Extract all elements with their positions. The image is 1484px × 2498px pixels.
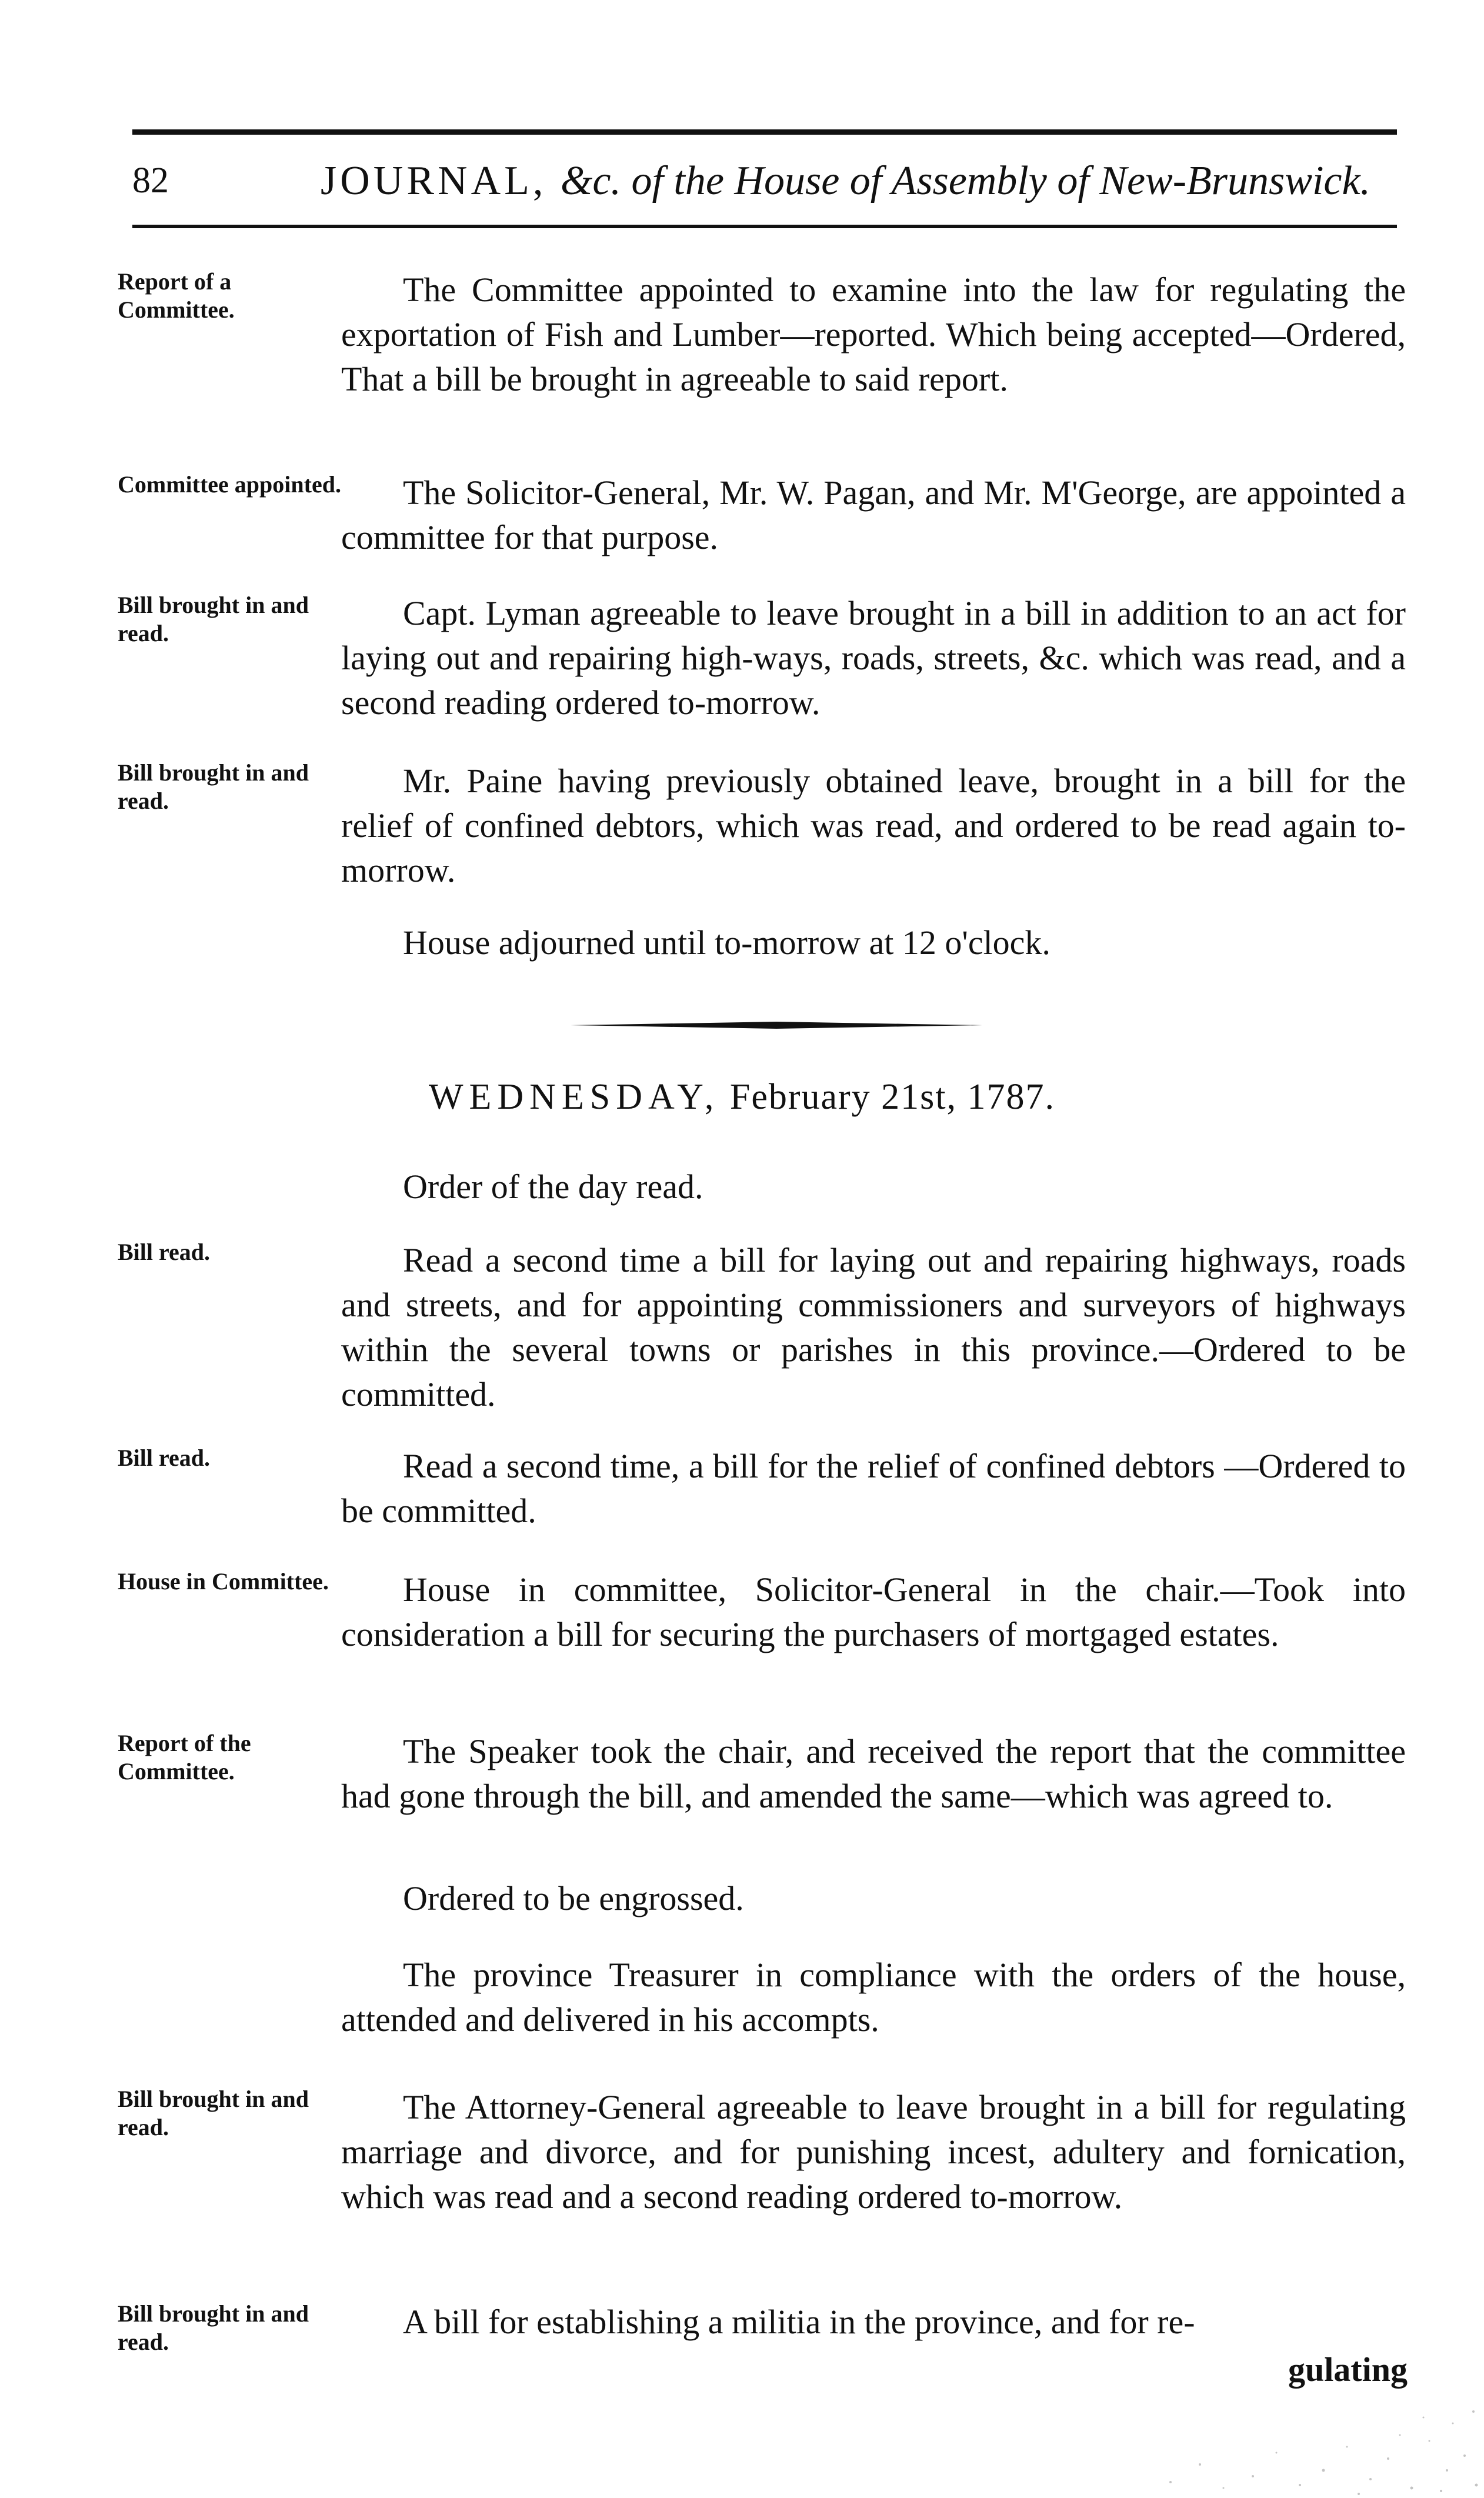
margin-note: Bill brought in and read.: [118, 759, 309, 814]
day-heading-day: WEDNESDAY,: [428, 1077, 720, 1117]
running-title-italic: of the House of Assembly of New-Brunswick.: [621, 158, 1371, 204]
margin-note: Bill read.: [118, 1239, 211, 1265]
day-heading: [0, 1076, 1484, 1118]
header-top-rule: [132, 129, 1397, 135]
margin-note: Bill brought in and read.: [118, 592, 309, 646]
scan-noise: [1147, 2376, 1484, 2498]
entry-text: The Solicitor-General, Mr. W. Pagan, and Mr. M'George, are appointed a committee for that purpose.: [341, 473, 1406, 556]
entry-text: The Attorney-General agreeable to leave brought in a bill for regulating marriage and divorce, and for punishing incest, adultery and fornication, which was read and a second reading ordered to-morrow.: [341, 2088, 1406, 2216]
margin-note: Bill brought in and read.: [118, 2300, 309, 2355]
margin-note: Report of the Committee.: [118, 1730, 251, 1785]
entry-text: Read a second time a bill for laying out and repairing highways, roads and streets, and for appointing commissioners and surveyors of highways within the several towns or parishes in this province.—Ordered to be committed.: [341, 1241, 1406, 1413]
running-title-caps: JOURNAL,: [321, 158, 561, 204]
entry-text: Read a second time, a bill for the relief of confined debtors —Ordered to be committed.: [341, 1447, 1406, 1530]
entry-text: House in committee, Solicitor-General in the chair.—Took into consideration a bill for securing the purchasers of mortgaged estates.: [341, 1570, 1406, 1653]
margin-note: House in Committee.: [118, 1568, 329, 1595]
entry-text: The province Treasurer in compliance with the orders of the house, attended and delivered in his accompts.: [341, 1956, 1406, 2039]
entry-text: The Committee appointed to examine into the law for regulating the exportation of Fish and Lumber—reported. Which being accepted—Ordered, That a bill be brought in agreeable to said report.: [341, 271, 1406, 398]
divider-rule: [571, 1022, 982, 1029]
margin-note: Committee appointed.: [118, 471, 341, 498]
running-header: [132, 147, 1397, 218]
margin-note: Bill read.: [118, 1445, 211, 1471]
running-title-etc: &c.: [560, 158, 621, 204]
margin-note: Bill brought in and read.: [118, 2086, 309, 2140]
page-number: 82: [132, 161, 169, 201]
entry-text: A bill for establishing a militia in the province, and for re-: [403, 2303, 1195, 2341]
entry-text: Capt. Lyman agreeable to leave brought in a bill in addition to an act for laying out and repairing high-ways, roads, streets, &c. which was read, and a second reading ordered to-morrow.: [341, 594, 1406, 722]
entry-text: House adjourned until to-morrow at 12 o'clock.: [403, 923, 1051, 962]
section-divider: [571, 1022, 982, 1029]
entry-text: The Speaker took the chair, and received the report that the committee had gone through the bill, and amended the same—which was agreed to.: [341, 1732, 1406, 1815]
header-bottom-rule: [132, 225, 1397, 228]
margin-note: Report of a Committee.: [118, 268, 235, 323]
entry-text: Order of the day read.: [403, 1168, 703, 1206]
day-heading-date: February 21st, 1787.: [719, 1077, 1056, 1117]
entry-text: Mr. Paine having previously obtained leave, brought in a bill for the relief of confined debtors, which was read, and ordered to be read again to-morrow.: [341, 762, 1406, 889]
running-title: [321, 158, 1370, 205]
entry-text: Ordered to be engrossed.: [403, 1879, 744, 1917]
catchword: gulating: [1288, 2350, 1408, 2389]
